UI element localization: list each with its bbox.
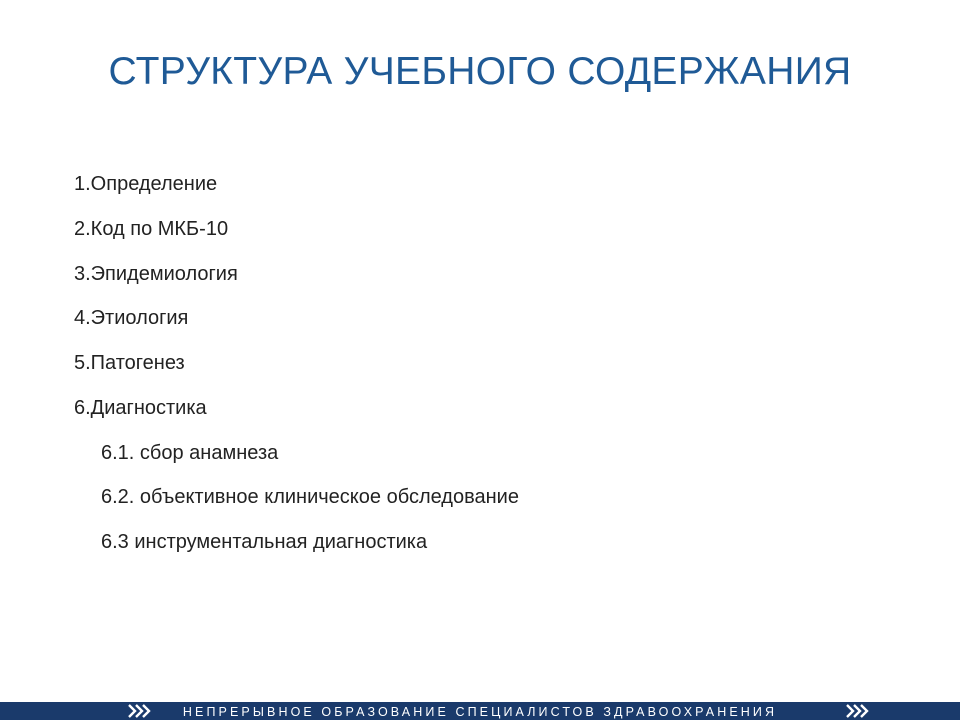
outline-item: 2.Код по МКБ-10	[74, 217, 229, 240]
outline-subitem: 6.1. сбор анамнеза	[101, 441, 279, 464]
outline-subitem: 6.3 инструментальная диагностика	[101, 531, 428, 553]
outline-item: 5.Патогенез	[74, 352, 185, 374]
double-chevron-right-icon	[846, 704, 886, 718]
outline-item: 3.Эпидемиология	[74, 262, 238, 285]
footer-text: НЕПРЕРЫВНОЕ ОБРАЗОВАНИЕ СПЕЦИАЛИСТОВ ЗДРАВООХРАНЕНИЯ	[182, 705, 778, 719]
content-outline	[74, 170, 519, 573]
outline-subitem: 6.2. объективное клиническое обследование	[101, 486, 519, 509]
slide-title: СТРУКТУРА УЧЕБНОГО СОДЕРЖАНИЯ	[108, 50, 852, 93]
outline-item: 6.Диагностика	[74, 396, 207, 419]
outline-item: 4.Этиология	[74, 307, 189, 330]
footer-bar	[0, 702, 960, 720]
outline-item: 1.Определение	[74, 173, 218, 195]
